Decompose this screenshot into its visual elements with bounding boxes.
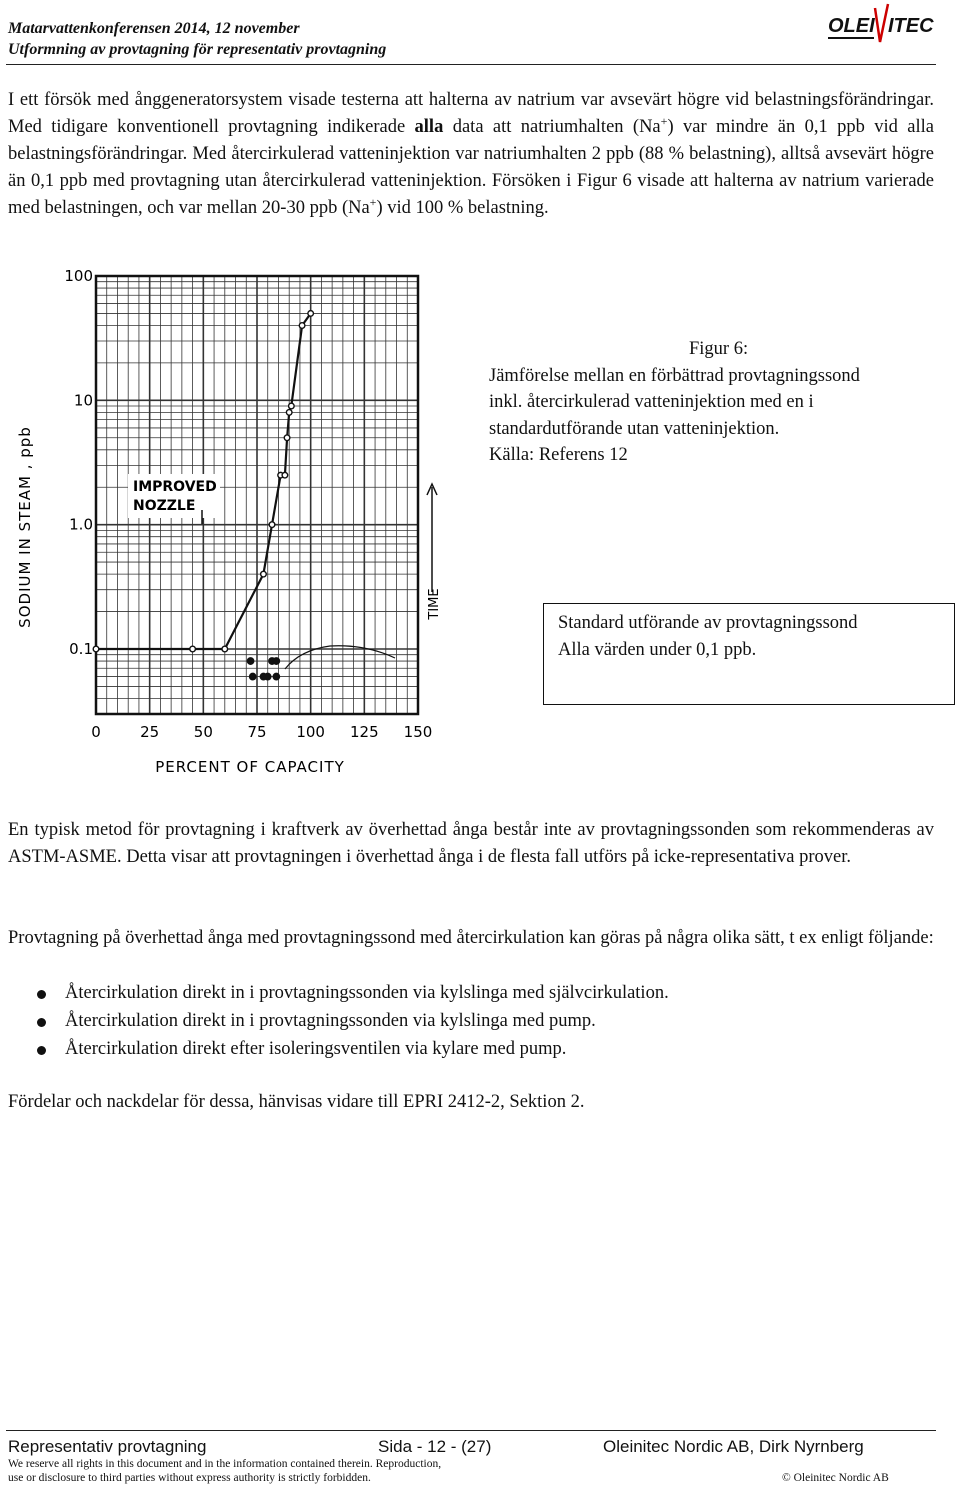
data-point [222,646,228,652]
footer-divider [6,1430,936,1431]
data-point [289,403,295,409]
annotation-time [427,484,442,621]
caption-line-4: Källa: Referens 12 [489,445,628,465]
bullet-dot-icon [37,990,46,999]
header-document-title: Utformning av provtagning för representativ provtagning [8,41,387,58]
y-tick-label: 1.0 [69,515,93,534]
bullet-dot-icon [37,1018,46,1027]
data-point [286,410,292,416]
footer-author: Oleinitec Nordic AB, Dirk Nyrnberg [603,1437,864,1456]
oleinitec-logo [828,2,934,50]
sodium-chart [0,262,440,782]
caption-line-2: inkl. återcirkulerad vatteninjektion med en i [489,392,814,412]
y-tick-label: 0.1 [69,639,93,658]
footer-copyright: © Oleinitec Nordic AB [782,1472,889,1484]
time-label: TIME [427,588,442,620]
data-point [93,646,99,652]
y-axis-label: SODIUM IN STEAM , ppb [16,426,34,628]
x-tick-label: 50 [193,723,213,741]
x-tick-label: 100 [296,723,325,741]
data-point [250,673,256,679]
data-point [269,522,275,528]
data-point [265,673,271,679]
x-tick-label: 150 [403,723,433,741]
x-tick-label: 0 [91,723,101,741]
footer-doc-title: Representativ provtagning [8,1437,207,1456]
header-divider [6,64,936,65]
bullet-text: Återcirkulation direkt in i provtagningssonden via kylslinga med självcirkulation. [65,983,669,1003]
intro-bold-word: alla [414,117,444,137]
data-point [308,311,314,317]
bullet-item [65,1008,596,1035]
standard-probe-note [543,603,955,705]
annotation-nozzle: NOZZLE [133,498,196,514]
data-point [282,472,288,478]
bullet-text: Återcirkulation direkt efter isoleringsventilen via kylare med pump. [65,1039,567,1059]
intro-text-2: data att natriumhalten (Na [443,117,661,137]
x-tick-label: 25 [140,723,160,741]
bullet-text: Återcirkulation direkt in i provtagningssonden via kylslinga med pump. [65,1011,596,1031]
footer-legal-line-1: We reserve all rights in this document and in the information contained therein. Reproduction, [8,1458,442,1470]
footer-page-number: Sida - 12 - (27) [378,1437,492,1456]
data-point [299,323,305,329]
note-line-1: Standard utförande av provtagningssond [558,613,858,633]
x-tick-label: 125 [350,723,379,741]
data-point [190,646,196,652]
note-line-2: Alla värden under 0,1 ppb. [558,640,757,660]
bullet-item [65,1036,566,1063]
y-tick-label: 100 [64,267,93,285]
paragraph-recirculation: Provtagning på överhettad ånga med provtagningssond med återcirkulation kan göras på några olika sätt, t ex enligt följande: [8,928,934,948]
annotation-improved: IMPROVED [133,479,217,495]
caption-line-3: standardutförande utan vatteninjektion. [489,418,780,439]
y-tick-label: 10 [73,391,93,410]
intro-text-4: ) vid 100 % belastning. [376,198,549,218]
intro-text-1: I ett försök med ånggeneratorsystem visade testerna att halterna av natrium var avsevärt högre vid belastningsförändringar. Med tidigare konventionell provtagning indikerade [8,90,934,137]
data-point [261,571,267,577]
footer-legal-line-2: use or disclosure to third parties without express authority is strictly forbidden. [8,1472,371,1484]
intro-sup-2: + [369,194,377,209]
data-point [284,435,290,441]
annotation-improved-nozzle [128,474,220,524]
caption-title: Figur 6: [689,339,749,359]
paragraph-epri-reference: Fördelar och nackdelar för dessa, hänvisas vidare till EPRI 2412-2, Sektion 2. [8,1092,585,1112]
bullet-item [65,980,669,1007]
paragraph-typical-method: En typisk metod för provtagning i kraftverk av överhettad ånga består inte av provtagningssonden som rekommenderas av ASTM-ASME. Detta visar att provtagningen i överhettad ånga i de flesta fall utförs på icke-representativa prover. [8,820,934,867]
figure-caption [489,336,959,469]
data-point [273,658,279,664]
data-point [247,658,253,664]
svg-text:ITEC: ITEC [888,15,934,37]
svg-text:OLEI: OLEI [828,15,875,37]
intro-paragraph [8,87,934,222]
x-axis-label: PERCENT OF CAPACITY [155,758,345,776]
x-tick-label: 75 [247,723,267,741]
intro-sup-1: + [660,113,668,128]
caption-line-1: Jämförelse mellan en förbättrad provtagningssond [489,365,860,386]
chart-tick-labels [64,267,432,741]
header-conference-title: Matarvattenkonferensen 2014, 12 november [8,20,300,37]
data-point [273,673,279,679]
bullet-dot-icon [37,1046,46,1055]
intro-text-3: ) var mindre än 0,1 ppb vid alla belastningsförändringar. Med återcirkulerad vatteninjektion var natriumhalten 2 ppb (88 % belastning), alltså avsevärt högre än 0,1 ppb med provtagning utan återcirkulerad vatteninjektion. Försöken i Figur 6 visade att halterna av natrium varierade med belastningen, och var mellan 20-30 ppb (Na [8,117,934,218]
